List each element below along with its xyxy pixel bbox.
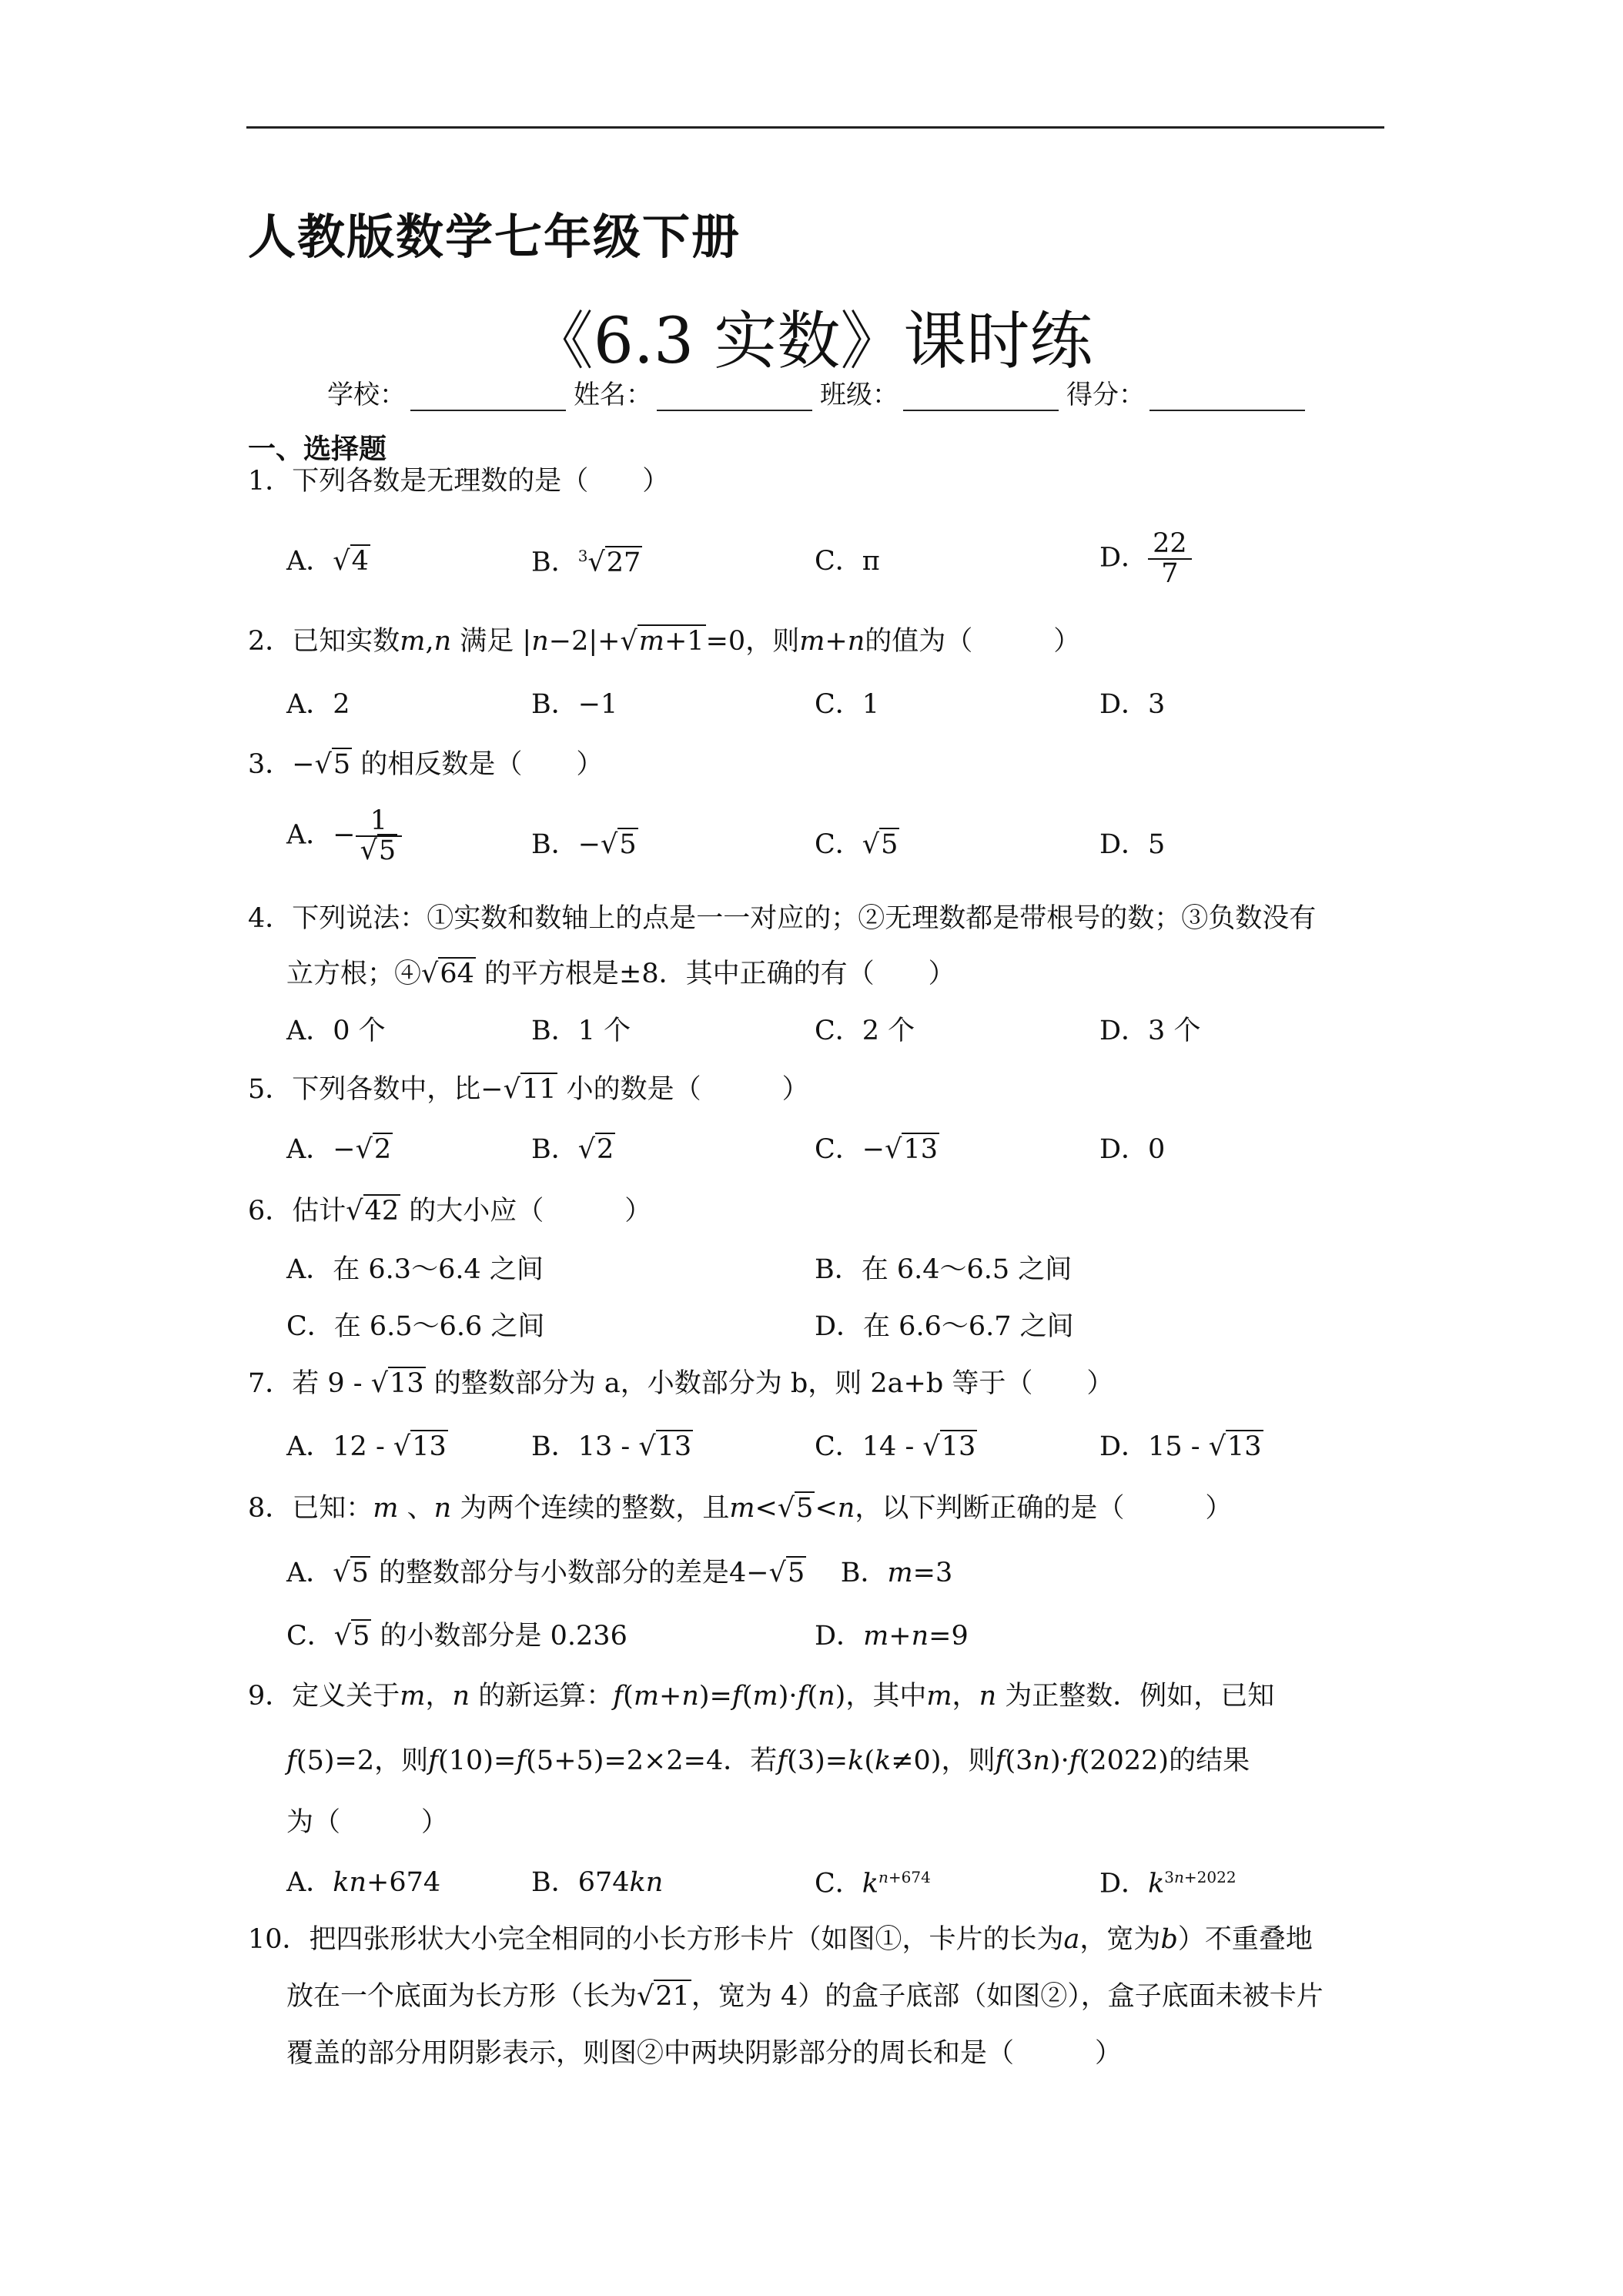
q7-option-a: A．12 - √13 — [286, 1431, 447, 1462]
q1-option-d: D． $\frac{22}{7}$ — [1099, 530, 1192, 588]
q8-option-c: C．√5 的小数部分是 0.236 — [286, 1621, 627, 1652]
name-blank[interactable] — [657, 382, 812, 411]
q1-stem: 1．下列各数是无理数的是（ ） — [248, 466, 670, 497]
student-info-line — [327, 373, 1313, 411]
q9-line2: f(5)=2，则f(10)=f(5+5)=2×2=4．若f(3)=k(k≠0)，则f(3n)·f(2022)的结果 — [286, 1745, 1250, 1776]
q2-option-b: B．−1 — [531, 689, 618, 720]
class-blank[interactable] — [903, 382, 1059, 411]
q1-option-b: B．$^3$√27 — [531, 547, 641, 578]
q2-option-a: A．2 — [286, 689, 350, 720]
q7-option-b: B．13 - √13 — [531, 1431, 692, 1462]
q4-option-b: B．1 个 — [531, 1016, 631, 1046]
q9-line1: 9．定义关于m，n 的新运算：f(m+n)=f(m)·f(n)，其中m，n 为正整数．例如，已知 — [248, 1681, 1275, 1712]
q5-option-d: D．0 — [1099, 1134, 1166, 1165]
q3-option-a: A．− $\frac{1}{√5}$ — [286, 807, 402, 865]
q4-option-a: A．0 个 — [286, 1016, 386, 1046]
q10-line3: 覆盖的部分用阴影表示，则图②中两块阴影部分的周长和是（ ） — [286, 2038, 1123, 2069]
q6-stem: 6．估计√42 的大小应（ ） — [248, 1196, 652, 1227]
label-class: 班级： — [820, 380, 899, 410]
q5-option-c: C．−√13 — [815, 1134, 938, 1165]
q3-option-d: D．5 — [1099, 829, 1166, 860]
q8-option-a: A．√5 的整数部分与小数部分的差是4−√5 B．m=3 — [286, 1558, 953, 1588]
q5-option-b: B．√2 — [531, 1134, 614, 1165]
q3-option-c: C．√5 — [815, 829, 899, 860]
q10-line1: 10．把四张形状大小完全相同的小长方形卡片（如图①，卡片的长为a，宽为b）不重叠地 — [248, 1924, 1313, 1955]
score-blank[interactable] — [1149, 382, 1305, 411]
q5-option-a: A．−√2 — [286, 1134, 392, 1165]
q2-option-c: C．1 — [815, 689, 880, 720]
q7-stem: 7．若 9 - √13 的整数部分为 a，小数部分为 b，则 2a+b 等于（ ） — [248, 1368, 1114, 1399]
q8-stem: 8．已知：m 、n 为两个连续的整数，且m<√5<n，以下判断正确的是（ ） — [248, 1493, 1233, 1524]
q2-stem: 2．已知实数m,n 满足 |n−2|+√m+1=0，则m+n的值为（ ） — [248, 626, 1081, 657]
school-blank[interactable] — [410, 382, 566, 411]
q10-line2: 放在一个底面为长方形（长为√21，宽为 4）的盒子底部（如图②），盒子底面未被卡片 — [286, 1981, 1323, 2012]
q1-option-a: A．√4 — [286, 546, 369, 577]
q7-option-d: D．15 - √13 — [1099, 1431, 1262, 1462]
q3-option-b: B．−√5 — [531, 829, 637, 860]
q9-line3: 为（ ） — [286, 1807, 449, 1838]
q4-option-c: C．2 个 — [815, 1016, 915, 1046]
q3-stem: 3．−√5 的相反数是（ ） — [248, 749, 604, 780]
q4-line1: 4．下列说法：①实数和数轴上的点是一一对应的；②无理数都是带根号的数；③负数没有 — [248, 903, 1317, 934]
q6-option-d: D．在 6.6～6.7 之间 — [815, 1311, 1074, 1342]
q1-option-c: C．π — [815, 546, 880, 577]
q9-option-a: A．kn+674 — [286, 1867, 441, 1898]
lesson-title: 《6.3 实数》课时练 — [530, 305, 1093, 378]
label-score: 得分： — [1066, 380, 1145, 410]
label-school: 学校： — [327, 380, 406, 410]
q9-option-d: D．$k^{3n+2022}$ — [1099, 1868, 1236, 1899]
q5-stem: 5．下列各数中，比−√11 小的数是（ ） — [248, 1074, 809, 1105]
label-name: 姓名： — [574, 380, 652, 410]
q8-option-d: D．m+n=9 — [815, 1621, 969, 1652]
q6-option-c: C．在 6.5～6.6 之间 — [286, 1311, 545, 1342]
q7-option-c: C．14 - √13 — [815, 1431, 976, 1462]
q6-option-b: B．在 6.4～6.5 之间 — [815, 1254, 1073, 1285]
q9-option-b: B．674kn — [531, 1867, 664, 1898]
header-rule — [246, 126, 1384, 129]
q6-option-a: A．在 6.3～6.4 之间 — [286, 1254, 544, 1285]
q2-option-d: D．3 — [1099, 689, 1166, 720]
section-heading: 一、选择题 — [248, 433, 387, 465]
q9-option-c: C．$k^{n+674}$ — [815, 1868, 931, 1899]
q4-line2: 立方根；④√64 的平方根是±8．其中正确的有（ ） — [286, 959, 955, 989]
book-title: 人教版数学七年级下册 — [248, 209, 741, 265]
q4-option-d: D．3 个 — [1099, 1016, 1201, 1046]
